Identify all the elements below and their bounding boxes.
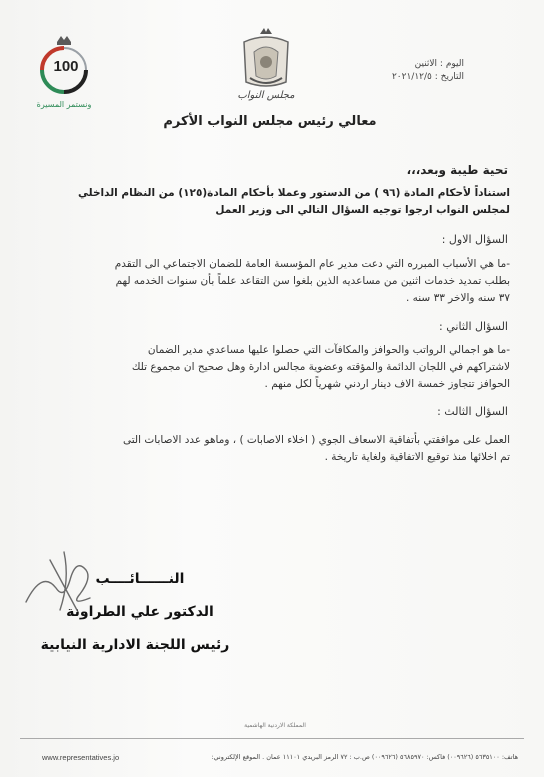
intro-line: لمجلس النواب ارجوا توجيه السؤال التالي الى وزير العمل [215,204,510,216]
signatory-name: الدكتور علي الطراونة [66,604,214,620]
parliament-name: مجلس النواب [237,90,295,101]
centenary-logo [24,34,104,114]
question-line: -ما هي الأسباب المبرره التي دعت مدير عام المؤسسة العامة للضمان الاجتماعي الى التقدم [114,258,510,270]
question-line: تم اخلائها منذ توقيع الاتفاقية ولغاية تاريخة . [324,451,510,463]
footer-website: www.representatives.jo [42,753,120,762]
day-label: اليوم : الاثنين [414,59,464,69]
greeting: تحية طيبة وبعد،،، [406,163,508,177]
question-2-heading: السؤال الثاني : [439,320,508,333]
addressee: معالي رئيس مجلس النواب الأكرم [163,114,377,129]
question-line: ٣٧ سنه والاخر ٣٣ سنه . [405,292,510,304]
signatory-position: رئيس اللجنة الادارية النيابية [40,637,230,653]
question-line: بطلب تمديد خدمات اثنين من مساعديه الذين بلغوا سن التقاعد علماً بأن سنوات الخدمه لهم [115,275,510,287]
footer-contact: هاتف: ٥٦٣٥١٠٠ (٠٠٩٦٢٦) فاكس: ٥٦٨٥٩٧٠ (٠٠٩٦٢٦) ص.ب : ٧٢ الرمز البريدي ١١١٠١ عمان . الموقع الإلكتروني: [211,753,518,761]
centenary-slogan: ونستمر المسيرة [36,100,92,109]
question-line: الحوافز تتجاوز خمسة الاف دينار اردني شهرياً لكل منهم . [264,378,510,390]
date-label: التاريخ : ٢٠٢١/١٢/٥ [391,72,464,82]
coat-of-arms [236,26,296,96]
question-line: -ما هو اجمالي الرواتب والحوافز والمكافآت التي حصلوا عليها مساعدي مدير الضمان [147,344,510,356]
footer-divider [20,738,524,739]
centenary-number: 100 [53,58,79,75]
question-3-heading: السؤال الثالث : [437,405,508,418]
stamp-text: المملكة الاردنية الهاشمية [244,722,306,729]
intro-paragraph [30,185,510,219]
question-2-body [30,342,510,393]
coat-of-arms-icon [236,26,296,92]
intro-line: استناداً لأحكام المادة (٩٦ ) من الدستور وعملا بأحكام المادة(١٢٥) من النظام الداخلي [78,187,510,199]
question-1-body [30,256,510,307]
question-1-heading: السؤال الاول : [441,233,508,246]
question-line: لاشتراكهم في اللجان الدائمة والمؤقته وعضوية مجالس ادارة وهل صحيح ان مجموع تلك [131,361,510,373]
signatory-role: النــــــائــــب [95,571,185,587]
question-line: العمل على موافقتي بأتفاقية الاسعاف الجوي ( اخلاء الاصابات ) ، وماهو عدد الاصابات التى [123,434,510,446]
question-3-body [30,432,510,466]
